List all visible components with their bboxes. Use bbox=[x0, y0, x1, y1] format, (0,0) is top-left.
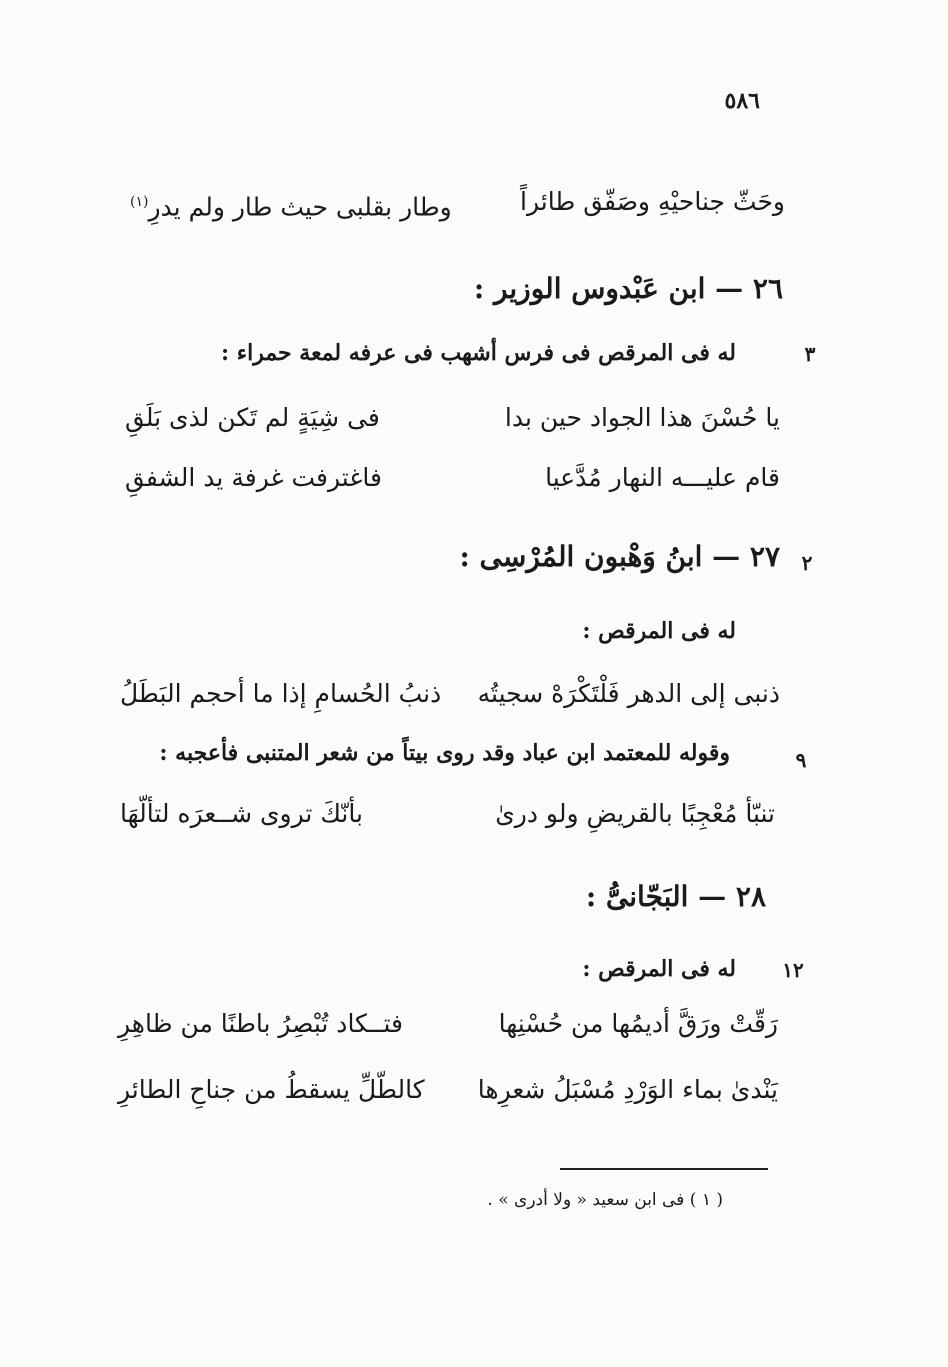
section-27-verse-1 bbox=[120, 674, 780, 714]
section-27-verse-2 bbox=[120, 794, 775, 834]
footnote-marker: (١) bbox=[130, 194, 149, 210]
verse-left-hemistich: بأنّكَ تروى شــعرَه لتألّهَا bbox=[120, 799, 363, 828]
section-26-verse-1 bbox=[125, 398, 780, 438]
margin-number: ٢ bbox=[801, 551, 813, 575]
section-26-verse-2 bbox=[125, 458, 780, 498]
footnote: ( ١ ) فى ابن سعيد « ولا أدرى » . bbox=[487, 1190, 723, 1210]
section-27-intro: له فى المرقص : bbox=[582, 618, 736, 644]
section-27-intro-2: وقوله للمعتمد ابن عباد وقد روى بيتاً من شعر المتنبى فأعجبه : bbox=[159, 740, 730, 766]
footnote-divider bbox=[560, 1168, 768, 1170]
verse-left-hemistich: فاغترفت غرفة يد الشفقِ bbox=[125, 463, 382, 492]
opening-verse bbox=[130, 182, 785, 222]
verse-right-hemistich: وحَثّ جناحيْهِ وصَفّق طائراً bbox=[520, 187, 785, 216]
section-28-verse-2 bbox=[118, 1070, 778, 1110]
verse-right-hemistich: تنبّأ مُعْجِبًا بالقريضِ ولو درىٰ bbox=[495, 799, 775, 828]
verse-left-hemistich: كالطّلِّ يسقطُ من جناحِ الطائرِ bbox=[118, 1075, 425, 1104]
section-26-intro: له فى المرقص فى فرس أشهب فى عرفه لمعة حمراء : bbox=[220, 340, 736, 366]
section-28-intro: له فى المرقص : bbox=[582, 956, 736, 982]
margin-number: ٩ bbox=[795, 748, 807, 772]
margin-number: ٣ bbox=[804, 342, 816, 366]
verse-left-hemistich: فتــكاد تُبْصِرُ باطنًا من ظاهِرِ bbox=[118, 1009, 404, 1038]
verse-right-hemistich: ذنبى إلى الدهر فَلْتَكْرَهْ سجيتُه bbox=[477, 679, 780, 708]
verse-left-hemistich bbox=[130, 182, 452, 227]
margin-number: ١٢ bbox=[782, 958, 804, 982]
verse-right-hemistich: يا حُسْنَ هذا الجواد حين بدا bbox=[504, 403, 780, 432]
section-27-heading: ٢٧ — ابنُ وَهْبون المُرْسِى : bbox=[459, 540, 780, 573]
verse-right-hemistich: رَقّتْ ورَقَّ أديمُها من حُسْنِها bbox=[498, 1009, 778, 1038]
verse-left-hemistich: ذنبُ الحُسامِ إذا ما أحجم البَطَلُ bbox=[120, 679, 442, 708]
section-28-heading: ٢٨ — البَجّانىُّ : bbox=[585, 880, 766, 913]
verse-left-text: وطار بقلبى حيث طار ولم يدرِ bbox=[148, 192, 452, 222]
section-26-heading: ٢٦ — ابن عَبْدوس الوزير : bbox=[473, 272, 783, 305]
verse-left-hemistich: فى شِيَةٍ لم تَكن لذى بَلَقِ bbox=[125, 403, 380, 432]
verse-right-hemistich: قام عليـــه النهار مُدَّعيا bbox=[545, 463, 780, 492]
verse-right-hemistich: يَنْدىٰ بماء الوَرْدِ مُسْبَلُ شعرِها bbox=[477, 1075, 778, 1104]
section-28-verse-1 bbox=[118, 1004, 778, 1044]
page-number: ٥٨٦ bbox=[724, 88, 760, 114]
